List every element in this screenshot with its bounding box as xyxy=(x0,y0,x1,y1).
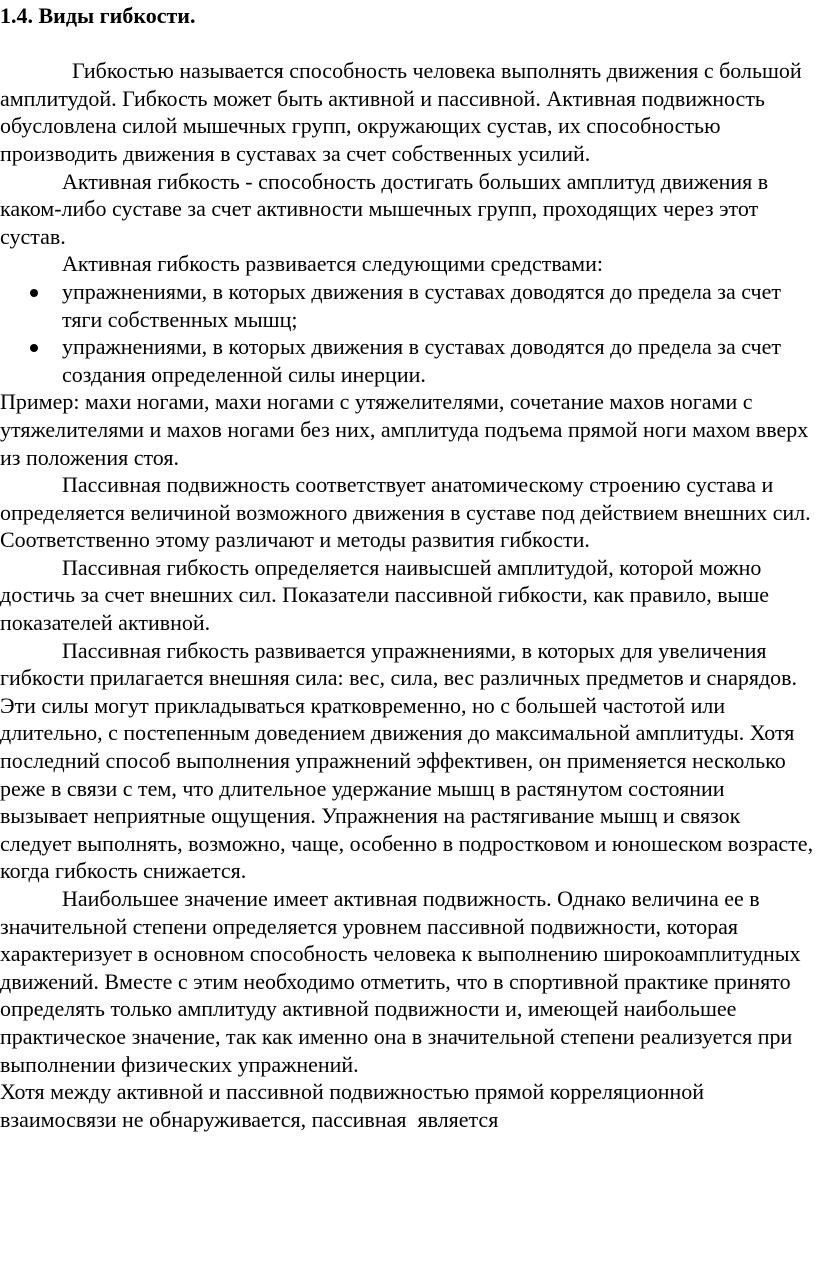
paragraph-correlation-line-2: взаимосвязи не обнаруживается, пассивная является xyxy=(0,1106,499,1132)
paragraph-passive-flexibility: Пассивная гибкость определяется наивысшей амплитудой, которой можно достичь за счет внешних сил. Показатели пассивной гибкости, как правило, выше показателей активной. xyxy=(0,554,770,636)
paragraph-active-means: Активная гибкость развивается следующими средствами: xyxy=(62,251,603,277)
blank-line xyxy=(0,30,816,58)
paragraph-active-flexibility: Активная гибкость - способность достигать больших амплитуд движения в каком-либо суставе за счет активности мышечных групп, проходящих через этот сустав. xyxy=(0,168,769,249)
paragraph-active-importance: Наибольшее значение имеет активная подвижность. Однако величина ее в значительной степени определяется уровнем пассивной подвижности, которая характеризует в основном способность человека к выполнению широкоамплитудных движений. Вместе с этим необходимо отметить, что в спортивной практике принято определять только амплитуду активной подвижности и, имеющей наибольшее практическое значение, так как именно она в значительной степени реализуется при выполнении физических упражнений. xyxy=(0,886,801,1077)
list-item xyxy=(0,278,816,333)
paragraph-example: Пример: махи ногами, махи ногами с утяжелителями, сочетание махов ногами с утяжелителями и махов ногами без них, амплитуда подъема прямой ноги махом вверх из положения стоя. xyxy=(0,389,809,470)
bullet-icon xyxy=(30,344,38,352)
bullet-icon xyxy=(30,289,38,297)
list-item-text: упражнениями, в которых движения в суставах доводятся до предела за счет создания определенной силы инерции. xyxy=(62,334,781,387)
paragraph-correlation xyxy=(0,1078,816,1133)
bullet-list xyxy=(0,278,816,388)
list-item xyxy=(0,333,816,388)
paragraph-passive-mobility: Пассивная подвижность соответствует анатомическому строению сустава и определяется величиной возможного движения в суставе под действием внешних сил. Соответственно этому различают и методы развития гибкости. xyxy=(0,472,811,553)
section-heading: 1.4. Виды гибкости. xyxy=(0,3,196,28)
paragraph-definition: Гибкостью называется способность человека выполнять движения с большой амплитудой. Гибкость может быть активной и пассивной. Активная подвижность обусловлена силой мышечных групп, окружающих сустав, их способностью производить движения в суставах за счет собственных усилий. xyxy=(0,58,802,166)
paragraph-correlation-line-1: Хотя между активной и пассивной подвижностью прямой корреляционной xyxy=(0,1079,705,1105)
list-item-text: упражнениями, в которых движения в суставах доводятся до предела за счет тяги собственных мышц; xyxy=(62,278,781,332)
paragraph-passive-development: Пассивная гибкость развивается упражнениями, в которых для увеличения гибкости прилагается внешняя сила: вес, сила, вес различных предметов и снарядов. Эти силы могут прикладываться кратковременно, но с большей частотой или длительно, с постепенным доведением движения до максимальной амплитуды. Хотя последний способ выполнения упражнений эффективен, он применяется несколько реже в связи с тем, что длительное удержание мышц в растянутом состоянии вызывает неприятные ощущения. Упражнения на растягивание мышц и связок следует выполнять, возможно, чаще, особенно в подростковом и юношеском возрасте, когда гибкость снижается. xyxy=(0,637,814,884)
